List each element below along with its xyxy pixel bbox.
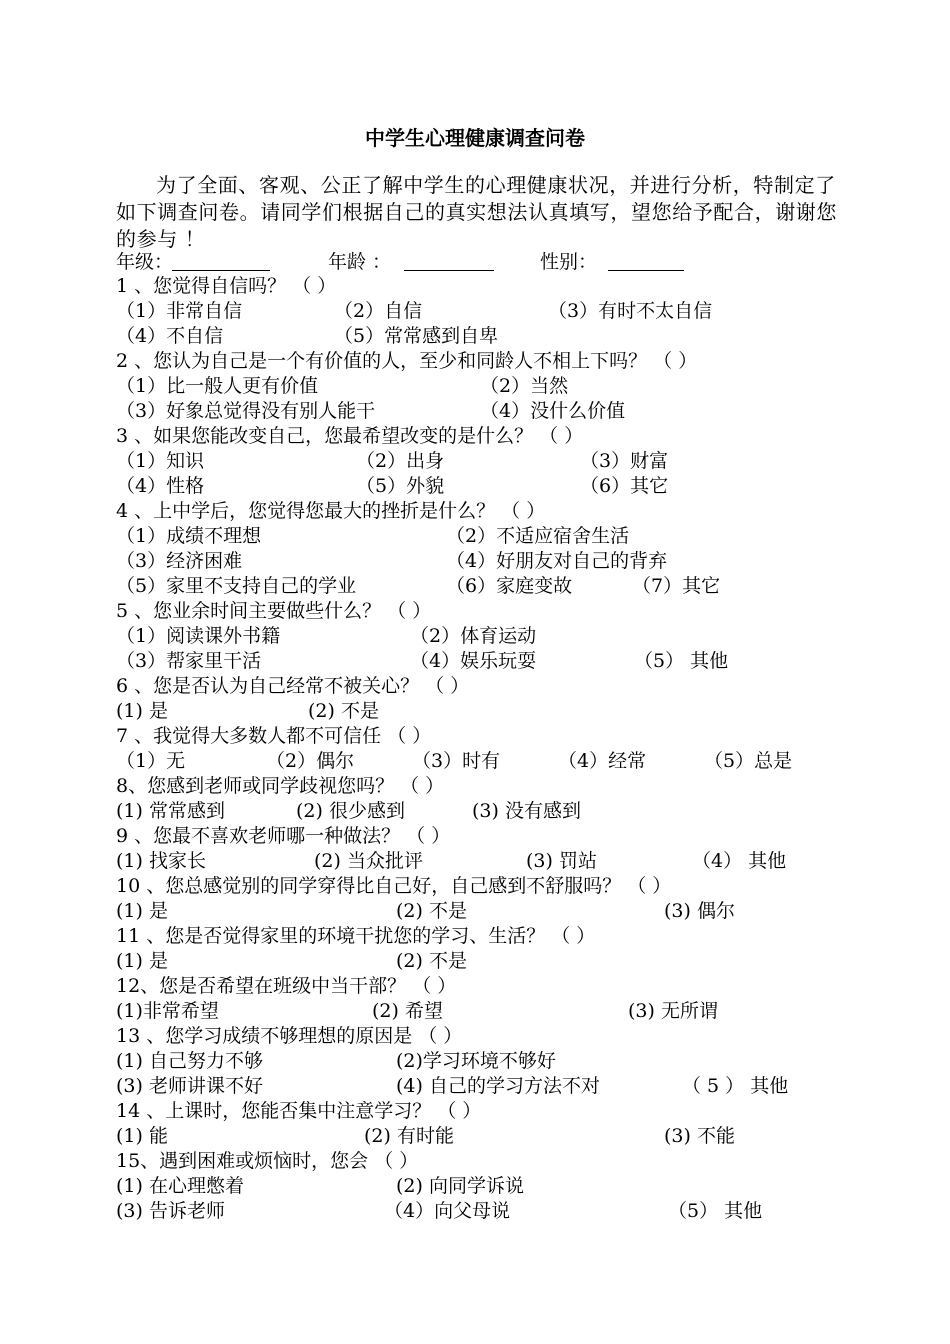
option-item[interactable]: (1) 在心理憋着 [116,1175,244,1197]
option-item[interactable]: （6）其它 [580,475,669,497]
option-item[interactable]: (3) 没有感到 [472,800,581,822]
option-item[interactable]: (2) 不是 [308,700,379,722]
options-row [116,749,836,774]
option-item[interactable]: （7）其它 [632,575,721,597]
option-item[interactable]: (3) 不能 [664,1125,735,1147]
question-5: 5 、您业余时间主要做些什么？ （ ） [116,600,432,622]
options-row [116,449,836,474]
option-item[interactable]: (1) 是 [116,700,168,722]
options-row [116,1124,836,1149]
option-item[interactable]: (2) 当众批评 [314,850,423,872]
option-item[interactable]: （4）娱乐玩耍 [410,650,537,672]
question-3: 3 、如果您能改变自己，您最希望改变的是什么？ （ ） [116,425,584,447]
option-item[interactable]: (1) 找家长 [116,850,206,872]
option-item[interactable]: （4） 其他 [692,850,787,872]
option-item[interactable]: （1）成绩不理想 [116,525,262,547]
option-item[interactable]: (2) 不是 [396,900,467,922]
options-row [116,949,836,974]
option-item[interactable]: （5）外貌 [356,475,445,497]
option-item[interactable]: （4）经常 [558,750,647,772]
options-row [116,649,836,674]
gender-blank[interactable] [608,250,684,271]
option-item[interactable]: （5） 其他 [634,650,729,672]
option-item[interactable]: （1）知识 [116,450,205,472]
options-row [116,324,836,349]
option-item[interactable]: (1) 自己努力不够 [116,1050,263,1072]
option-item[interactable]: （5） 其他 [668,1200,763,1222]
options-row [116,549,836,574]
question-7: 7 、我觉得大多数人都不可信任 （ ） [116,725,432,747]
option-item[interactable]: (4) 自己的学习方法不对 [396,1075,600,1097]
option-item[interactable]: （ 5 ） 其他 [682,1075,789,1097]
option-item[interactable]: (3) 罚站 [526,850,597,872]
option-item[interactable]: (2) 不是 [396,950,467,972]
option-item[interactable]: （4）好朋友对自己的背弃 [446,550,668,572]
option-item[interactable]: （1）比一般人更有价值 [116,375,319,397]
age-label: 年龄 ： [328,251,392,273]
question-2: 2 、您认为自己是一个有价值的人，至少和同龄人不相上下吗？ （ ） [116,350,698,372]
options-row [116,799,836,824]
option-item[interactable]: (1)非常希望 [116,1000,219,1022]
option-item[interactable]: (1) 是 [116,950,168,972]
option-item[interactable]: （2）自信 [334,300,423,322]
question-12: 12、您是否希望在班级中当干部？ （ ） [116,975,457,997]
option-item[interactable]: （1）非常自信 [116,300,243,322]
option-item[interactable]: （2）偶尔 [266,750,355,772]
option-item[interactable]: （1）阅读课外书籍 [116,625,281,647]
gender-label: 性别： [540,251,598,273]
question-13: 13 、您学习成绩不够理想的原因是 （ ） [116,1025,463,1047]
grade-blank[interactable] [172,250,270,271]
option-item[interactable]: （3）帮家里干活 [116,650,262,672]
question-11: 11 、您是否觉得家里的环境干扰您的学习、生活？ （ ） [116,925,596,947]
options-row [116,1199,836,1224]
option-item[interactable]: (2)学习环境不够好 [396,1050,556,1072]
option-item[interactable]: （3）有时不太自信 [548,300,713,322]
option-item[interactable]: （4）没什么价值 [480,400,626,422]
options-row [116,1174,836,1199]
option-item[interactable]: （3）时有 [412,750,501,772]
option-item[interactable]: （6）家庭变故 [446,575,573,597]
option-item[interactable]: （5）常常感到自卑 [334,325,499,347]
options-row [116,699,836,724]
page-title: 中学生心理健康调查问卷 [365,126,585,150]
option-item[interactable]: （3）经济困难 [116,550,243,572]
options-row [116,849,836,874]
option-item[interactable]: (1) 常常感到 [116,800,225,822]
option-item[interactable]: （4）向父母说 [384,1200,511,1222]
option-item[interactable]: (3) 老师讲课不好 [116,1075,263,1097]
options-row [116,574,836,599]
question-8: 8、您感到老师或同学歧视您吗？ （ ） [116,775,445,797]
age-blank[interactable] [404,250,494,271]
option-item[interactable]: （3）好象总觉得没有别人能干 [116,400,376,422]
option-item[interactable]: （2）体育运动 [410,625,537,647]
options-row [116,999,836,1024]
option-item[interactable]: (3) 告诉老师 [116,1200,225,1222]
option-item[interactable]: (1) 能 [116,1125,168,1147]
option-item[interactable]: （2）不适应宿舍生活 [446,525,630,547]
option-item[interactable]: （2）当然 [480,375,569,397]
info-fields [116,250,816,275]
options-row [116,374,836,399]
grade-label: 年级： [116,251,174,273]
options-row [116,1074,836,1099]
intro-line: 的参与 ！ [116,227,206,251]
options-row [116,399,836,424]
question-9: 9 、您最不喜欢老师哪一种做法？ （ ） [116,825,451,847]
intro-paragraph [116,172,881,253]
option-item[interactable]: (2) 很少感到 [296,800,405,822]
option-item[interactable]: （4）性格 [116,475,205,497]
options-row [116,899,836,924]
question-15: 15、遇到困难或烦恼时，您会 （ ） [116,1150,419,1172]
question-10: 10 、您总感觉别的同学穿得比自己好，自己感到不舒服吗？ （ ） [116,875,672,897]
option-item[interactable]: (1) 是 [116,900,168,922]
option-item[interactable]: （4）不自信 [116,325,224,347]
option-item[interactable]: (2) 有时能 [364,1125,454,1147]
options-row [116,524,836,549]
options-row [116,624,836,649]
option-item[interactable]: (3) 无所谓 [628,1000,718,1022]
question-14: 14 、上课时，您能否集中注意学习？ （ ） [116,1100,482,1122]
options-row [116,299,836,324]
option-item[interactable]: （5）总是 [704,750,793,772]
option-item[interactable]: (2) 希望 [372,1000,443,1022]
option-item[interactable]: (2) 向同学诉说 [396,1175,524,1197]
option-item[interactable]: （2）出身 [356,450,445,472]
question-4: 4 、上中学后，您觉得您最大的挫折是什么？ （ ） [116,500,546,522]
question-6: 6 、您是否认为自己经常不被关心？ （ ） [116,675,470,697]
option-item[interactable]: （3）财富 [580,450,669,472]
options-row [116,1049,836,1074]
question-1: 1 、您觉得自信吗？ （ ） [116,275,337,297]
intro-line: 如下调查问卷。请同学们根据自己的真实想法认真填写，望您给予配合，谢谢您 [116,200,837,224]
intro-line: 为了全面、客观、公正了解中学生的心理健康状况，并进行分析，特制定了 [156,173,836,197]
option-item[interactable]: （1）无 [116,750,186,772]
options-row [116,474,836,499]
option-item[interactable]: （5）家里不支持自己的学业 [116,575,357,597]
option-item[interactable]: (3) 偶尔 [664,900,735,922]
